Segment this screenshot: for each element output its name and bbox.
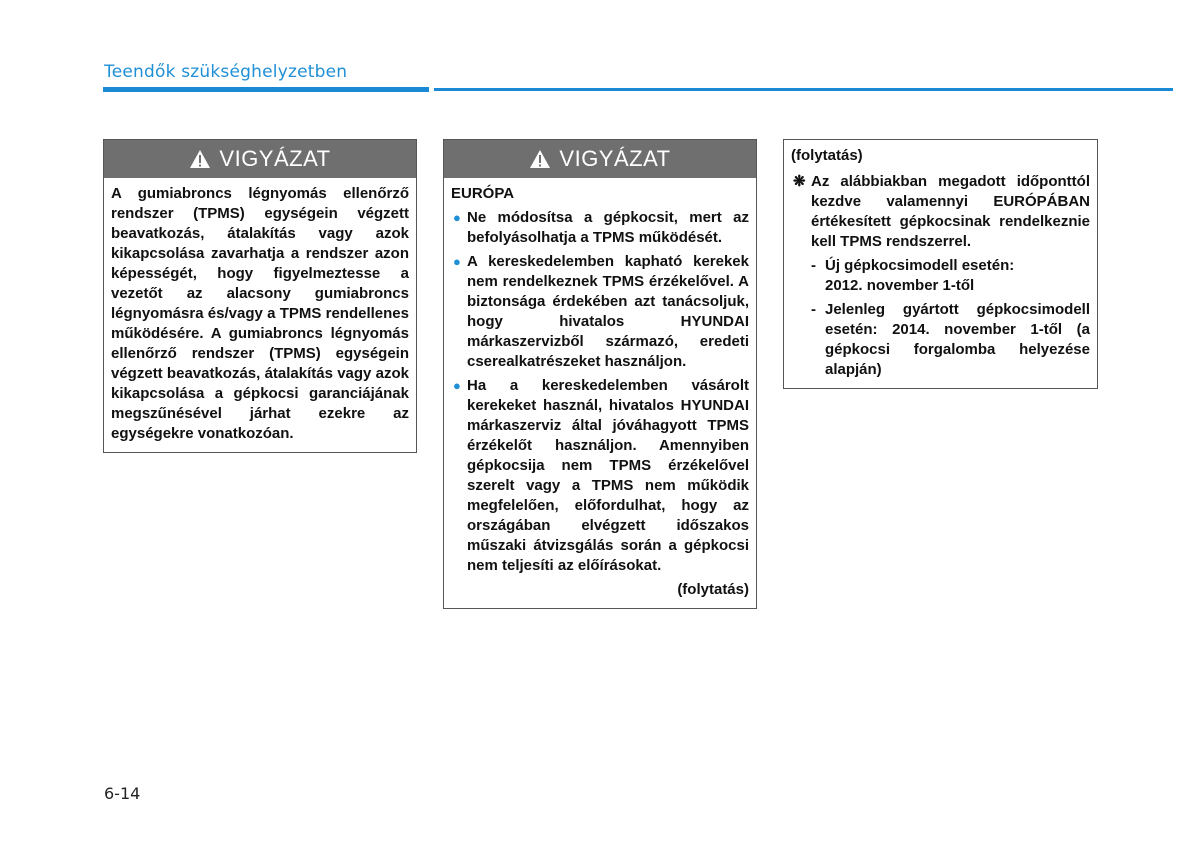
bullet-icon: ● — [453, 210, 461, 225]
continued-body — [784, 140, 1097, 388]
caution-text: A gumiabroncs légnyomás ellenőrző rendszer (TPMS) egységein végzett beavatkozás, átalakítás vagy azok kikapcsolása zavarhatja a rendszer azon képességét, hogy figyelmeztesse a vezetőt az alacsony gumiabroncs légnyomásra és/vagy a TPMS rendellenes működésére. A gumiabroncs légnyomás ellenőrző rendszer (TPMS) egységein végzett beavatkozás, átalakítás vagy azok kikapcsolása a gépkocsi garanciájának megszűnésével járhat ezekre az egységekre vonatkozóan. — [111, 185, 409, 442]
header-rule-thin — [434, 88, 1173, 91]
warning-triangle-icon — [529, 149, 551, 169]
caution-body-2 — [444, 178, 756, 608]
note-text: Az alábbiakban megadott időponttól kezdve valamennyi EURÓPÁBAN értékesített gépkocsinak rendelkeznie kell TPMS rendszerrel. — [811, 173, 1090, 250]
caution-body-1 — [104, 178, 416, 452]
list-item: ● Ne módosítsa a gépkocsit, mert az befolyásolhatja a TPMS működését. — [453, 209, 749, 246]
list-item: ● Ha a kereskedelemben vásárolt kerekeket használ, hivatalos HYUNDAI márkaszerviz által jóváhagyott TPMS érzékelőt használjon. Amennyiben gépkocsija nem TPMS érzékelővel szerelt vagy a TPMS nem működik megfelelően, előfordulhat, hogy az országában elvégzett időszakos műszaki átvizsgálás során a gépkocsi nem teljesíti az előírásokat. — [453, 377, 749, 574]
note-mark-icon: ❋ — [793, 173, 806, 190]
header-rule-thick — [103, 87, 429, 92]
dash-icon: - — [811, 257, 816, 274]
bullet-icon: ● — [453, 254, 461, 269]
bullet-list — [451, 208, 749, 576]
section-title: Teendők szükséghelyzetben — [104, 62, 348, 82]
caution-title: VIGYÁZAT — [219, 146, 331, 171]
dash-icon: - — [811, 301, 816, 318]
caution-header-2 — [444, 140, 756, 178]
date-list — [791, 256, 1090, 380]
list-item: - Jelenleg gyártott gépkocsimodell esetén: 2014. november 1-től (a gépkocsi forgalomba helyezése alapján) — [811, 301, 1090, 378]
caution-header-1 — [104, 140, 416, 178]
warning-triangle-icon — [189, 149, 211, 169]
caution-title: VIGYÁZAT — [559, 146, 671, 171]
continued-box — [783, 139, 1098, 389]
list-item: - Új gépkocsimodell esetén: 2012. november 1-től — [811, 257, 1015, 294]
list-item: ● A kereskedelemben kapható kerekek nem rendelkeznek TPMS érzékelővel. A biztonsága érdekében azt tanácsoljuk, hogy hivatalos HYUNDAI márkaszervizből származó, eredeti cserealkatrészeket használjon. — [453, 253, 749, 370]
region-heading: EURÓPA — [451, 185, 515, 202]
caution-box-2 — [443, 139, 757, 609]
page-number: 6-14 — [104, 784, 141, 803]
continued-label: (folytatás) — [677, 581, 749, 598]
continued-label: (folytatás) — [791, 147, 863, 164]
note — [791, 172, 1090, 252]
bullet-icon: ● — [453, 378, 461, 393]
caution-box-1 — [103, 139, 417, 453]
